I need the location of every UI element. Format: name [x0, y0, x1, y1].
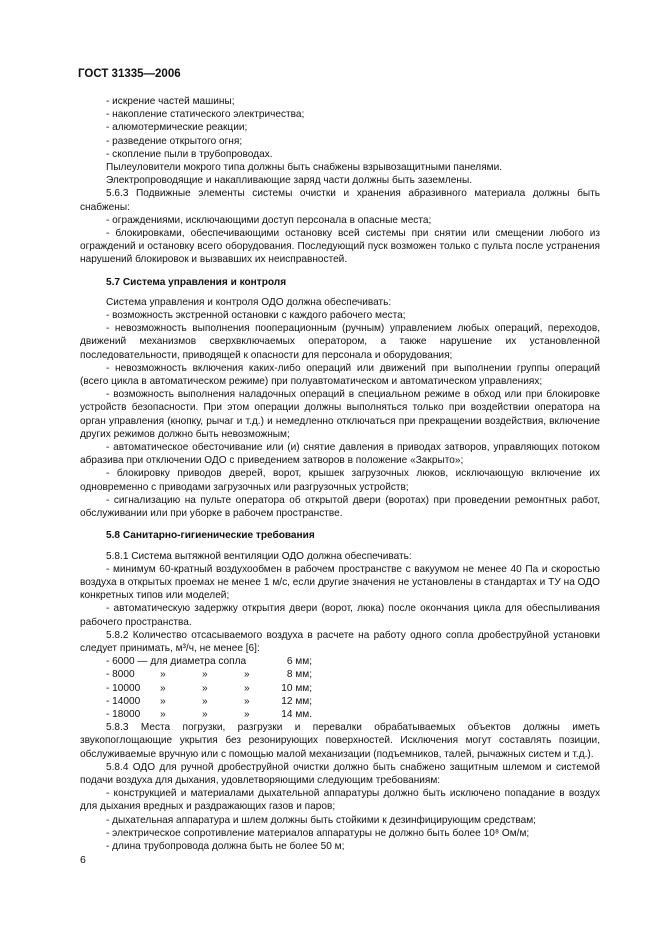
paragraph: 5.8.3 Места погрузки, разгрузки и перевалки обрабатываемых объектов должны иметь звукопоглощающие укрытия без резонирующих поверхностей. Исключения могут составлять позиции, обслуживаемые вручную или с помощью малой механизации (подъемников, талей, рычажных систем и т.д.). — [80, 722, 600, 760]
paragraph: Система управления и контроля ОДО должна обеспечивать: — [106, 296, 392, 308]
paragraph: - длина трубопровода должна быть не более 50 м; — [106, 840, 345, 852]
paragraph: - блокировками, обеспечивающими остановку всей системы при снятии или смещении любого из ограждений и остановку всего оборудования. Последующий пуск возможен только с пульта после устранения нарушений блокировок и вызвавших их неисправностей. — [80, 228, 600, 266]
table-cell: - 10000 — [106, 682, 141, 694]
paragraph: - невозможность включения каких-либо операций или движений при выполнении группы операций (всего цикла в автоматическом режиме) при полуавтоматическом и автоматическом управлениях; — [80, 362, 600, 388]
table-row — [106, 668, 312, 681]
paragraph: - сигнализацию на пульте оператора об открытой двери (воротах) при проведении ремонтных работ, обслуживании или при уборке в рабочем пространстве. — [80, 494, 600, 520]
paragraph: - разведение открытого огня; — [106, 135, 243, 147]
paragraph: - автоматическое обесточивание или (и) снятие давления в приводах затворов, управляющих потоком абразива при отключении ОДО с приведением затворов в положение «Закрыто»; — [80, 442, 600, 467]
table-cell: » — [160, 682, 166, 694]
paragraph: 5.6.3 Подвижные элементы системы очистки и хранения абразивного материала должны быть снабжены: — [80, 188, 600, 213]
table-cell: - 6000 — для диаметра сопла — [106, 656, 247, 668]
paragraph: - невозможность выполнения пооперационным (ручным) управлением любых операций, переходов, движений механизмов сверхвключаемых оператором, а также нарушение их установленной последовательности, приводящей к опасности для персонала и оборудования; — [80, 323, 600, 361]
table-cell: 8 мм; — [286, 669, 312, 681]
table-cell: » — [244, 708, 250, 720]
table-cell: » — [244, 669, 250, 681]
table-cell: » — [160, 669, 166, 681]
table-cell: » — [202, 695, 208, 707]
table-cell: - 8000 — [106, 669, 135, 681]
table-cell: » — [160, 695, 166, 707]
paragraph: - накопление статического электричества; — [106, 109, 305, 121]
paragraph: - возможность экстренной остановки с каждого рабочего места; — [106, 310, 406, 322]
paragraph: - ограждениями, исключающими доступ персонала в опасные места; — [106, 214, 432, 226]
table-cell: » — [160, 708, 166, 720]
paragraph: - минимум 60-кратный воздухообмен в рабочем пространстве с вакуумом не менее 40 Па и скоростью воздуха в открытых проемах не менее 1 м/с, если другие значения не установлены в стандартах и ТУ на ОДО конкретных типов или моделей; — [80, 563, 600, 602]
paragraph: - искрение частей машины; — [106, 96, 235, 107]
paragraph: - алюмотермические реакции; — [106, 122, 248, 134]
table-cell: - 14000 — [106, 695, 141, 707]
table-row — [106, 695, 312, 708]
paragraph: - возможность выполнения наладочных операций в специальном режиме в обход или при блокировке устройств безопасности. При этом операции должны выполняться только при воздействии оператора на орган управления (кнопку, рычаг и т.д.) и немедленно отключаться при прекращении воздействия, включение других режимов должно быть невозможным; — [80, 389, 600, 440]
table-row — [106, 655, 312, 668]
table-cell: » — [202, 682, 208, 694]
table-cell: 6 мм; — [286, 656, 312, 668]
paragraph: - дыхательная аппаратура и шлем должны быть стойкими к дезинфицирующим средствам; — [106, 814, 536, 826]
paragraph: - скопление пыли в трубопроводах. — [106, 148, 273, 160]
table-cell: 14 мм. — [281, 708, 312, 720]
paragraph: Электропроводящие и накапливающие заряд части должны быть заземлены. — [106, 175, 473, 187]
table-cell: 12 мм; — [281, 695, 312, 707]
page-number: 6 — [80, 854, 86, 866]
paragraph: - электрическое сопротивление материалов аппаратуры не должно быть более 10⁸ Ом/м; — [106, 827, 530, 839]
paragraph: 5.8.2 Количество отсасываемого воздуха в расчете на работу одного сопла дробеструйной установки следует принимать, м³/ч, не менее [6]: — [80, 629, 600, 654]
paragraph: - блокировку приводов дверей, ворот, крышек загрузочных люков, исключающую включение их одновременно с приводами загрузочных или разгрузочных устройств; — [80, 468, 600, 493]
table-row — [106, 708, 312, 721]
page-header: ГОСТ 31335—2006 — [78, 68, 181, 80]
section-heading: 5.8 Санитарно-гигиенические требования — [106, 530, 315, 542]
paragraph: Пылеуловители мокрого типа должны быть снабжены взрывозащитными панелями. — [106, 162, 503, 174]
document-body — [80, 95, 600, 853]
table-cell: » — [202, 669, 208, 681]
table-cell: - 18000 — [106, 708, 141, 720]
table-cell: » — [244, 695, 250, 707]
table-cell: » — [202, 708, 208, 720]
paragraph: - автоматическую задержку открытия двери (ворот, люка) после окончания цикла для обеспыливания рабочего пространства. — [80, 603, 600, 628]
paragraph: 5.8.4 ОДО для ручной дробеструйной очистки должно быть снабжено защитным шлемом и системой подачи воздуха для дыхания, удовлетворяющими следующим требованиям: — [80, 761, 600, 786]
table-cell: » — [244, 682, 250, 694]
section-heading: 5.7 Система управления и контроля — [106, 276, 287, 288]
paragraph: 5.8.1 Система вытяжной вентиляции ОДО должна обеспечивать: — [106, 550, 412, 562]
table-cell: 10 мм; — [281, 682, 312, 694]
paragraph: - конструкцией и материалами дыхательной аппаратуры должно быть исключено попадание в воздух для дыхания вредных и раздражающих газов и паров; — [80, 788, 600, 813]
nozzle-air-table — [106, 655, 312, 721]
table-row — [106, 682, 312, 695]
